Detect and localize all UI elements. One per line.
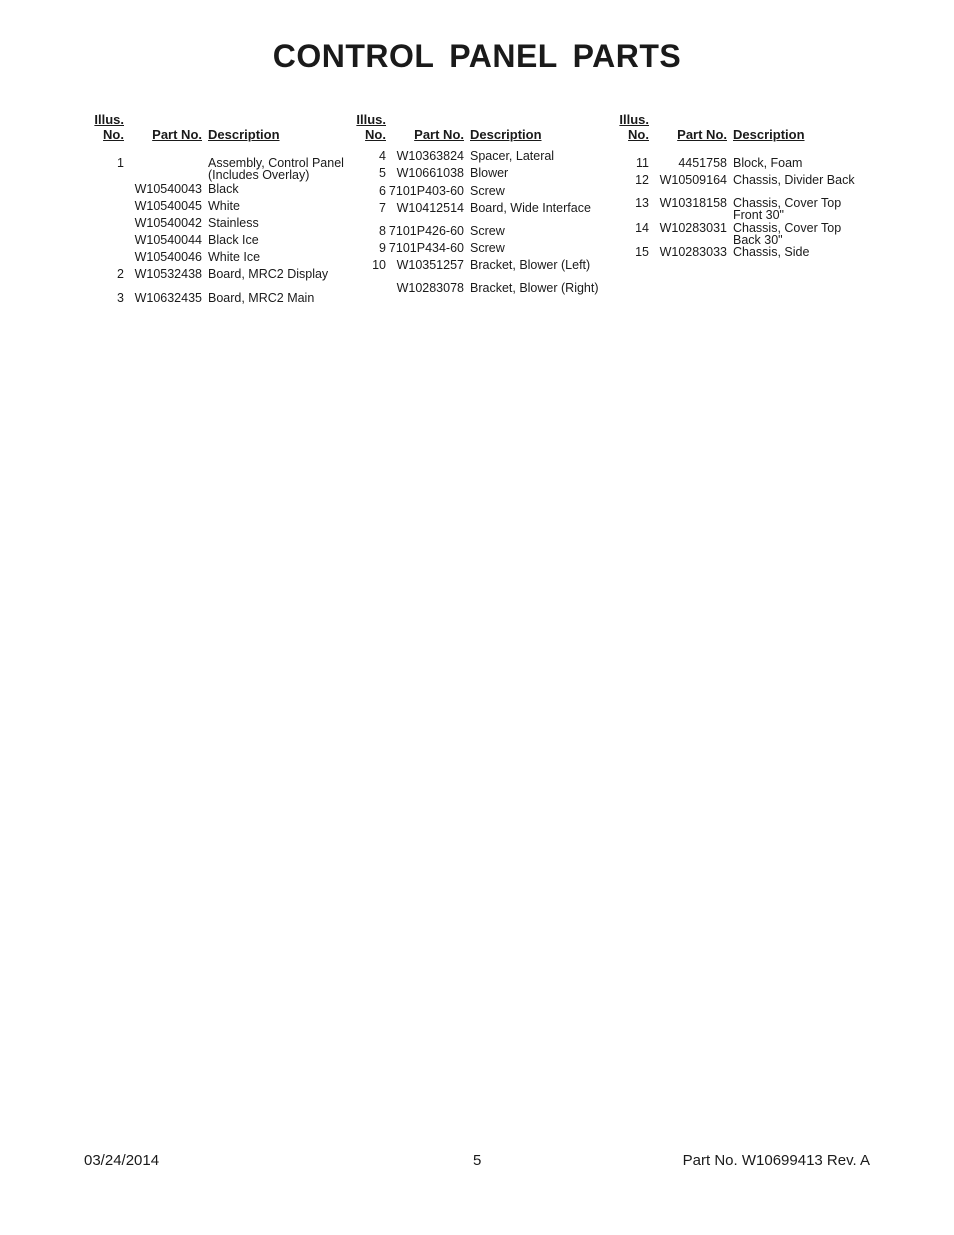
part-number: W10540046 bbox=[134, 250, 202, 264]
illus-header: Illus. bbox=[619, 112, 649, 127]
part-description: Bracket, Blower (Left) bbox=[470, 258, 591, 272]
part-description: Blower bbox=[470, 166, 509, 180]
footer-part-number: Part No. W10699413 Rev. A bbox=[682, 1152, 870, 1169]
part-number: W10540042 bbox=[134, 216, 202, 230]
part-description: Chassis, Cover Top bbox=[733, 196, 842, 210]
part-description: Bracket, Blower (Right) bbox=[470, 281, 599, 295]
page-title: CONTROL PANEL PARTS bbox=[272, 38, 682, 74]
part-description: Board, MRC2 Display bbox=[208, 267, 329, 281]
part-number: W10532438 bbox=[134, 267, 202, 281]
illus-number: 15 bbox=[635, 245, 649, 259]
illus-number: 2 bbox=[117, 267, 124, 281]
part-number: W10632435 bbox=[134, 291, 202, 305]
part-number: W10363824 bbox=[396, 149, 464, 163]
illus-number: 10 bbox=[372, 258, 386, 272]
footer-date: 03/24/2014 bbox=[84, 1152, 160, 1169]
part-number: W10283078 bbox=[396, 281, 464, 295]
part-description: White bbox=[208, 199, 240, 213]
part-number: 7101P426-60 bbox=[388, 224, 464, 238]
part-description: Chassis, Divider Back bbox=[733, 173, 855, 187]
illus-header: Illus. bbox=[94, 112, 124, 127]
part-number: W10318158 bbox=[659, 196, 727, 210]
illus-number: 6 bbox=[379, 184, 386, 198]
description-header: Description bbox=[733, 127, 805, 142]
illus-number: 7 bbox=[379, 201, 386, 215]
illus-number: 4 bbox=[379, 149, 386, 163]
part-number: W10661038 bbox=[396, 166, 464, 180]
part-description: Assembly, Control Panel bbox=[208, 156, 344, 170]
part-number: W10283031 bbox=[659, 221, 727, 235]
illus-header: Illus. bbox=[356, 112, 386, 127]
part-number: W10351257 bbox=[396, 258, 464, 272]
illus-no-header: No. bbox=[628, 127, 649, 142]
part-description: Stainless bbox=[208, 216, 259, 230]
part-description-continued: Back 30" bbox=[733, 233, 783, 247]
part-description-continued: (Includes Overlay) bbox=[208, 168, 310, 182]
part-description: Chassis, Cover Top bbox=[733, 221, 842, 235]
part-number: 7101P434-60 bbox=[388, 241, 464, 255]
part-description: Spacer, Lateral bbox=[470, 149, 555, 163]
illus-number: 12 bbox=[635, 173, 649, 187]
part-description: Black bbox=[208, 182, 239, 196]
part-number: 7101P403-60 bbox=[388, 184, 464, 198]
part-description: Screw bbox=[470, 224, 505, 238]
part-number: W10540044 bbox=[134, 233, 202, 247]
part-no-header: Part No. bbox=[677, 127, 727, 142]
part-description-continued: Front 30" bbox=[733, 208, 784, 222]
illus-number: 3 bbox=[117, 291, 124, 305]
description-header: Description bbox=[208, 127, 280, 142]
illus-no-header: No. bbox=[365, 127, 386, 142]
part-number: W10509164 bbox=[659, 173, 727, 187]
part-description: Block, Foam bbox=[733, 156, 803, 170]
part-description: Black Ice bbox=[208, 233, 259, 247]
part-no-header: Part No. bbox=[152, 127, 202, 142]
illus-number: 11 bbox=[636, 156, 649, 170]
part-description: White Ice bbox=[208, 250, 261, 264]
part-number: W10412514 bbox=[396, 201, 464, 215]
part-number: W10283033 bbox=[659, 245, 727, 259]
footer-page-number: 5 bbox=[473, 1152, 482, 1169]
illus-no-header: No. bbox=[103, 127, 124, 142]
description-header: Description bbox=[470, 127, 542, 142]
part-number: W10540043 bbox=[134, 182, 202, 196]
illus-number: 9 bbox=[379, 241, 386, 255]
part-description: Board, MRC2 Main bbox=[208, 291, 315, 305]
illus-number: 5 bbox=[379, 166, 386, 180]
part-description: Screw bbox=[470, 241, 505, 255]
illus-number: 13 bbox=[635, 196, 649, 210]
illus-number: 14 bbox=[635, 221, 649, 235]
part-no-header: Part No. bbox=[414, 127, 464, 142]
illus-number: 1 bbox=[117, 156, 124, 170]
part-number: W10540045 bbox=[134, 199, 202, 213]
part-description: Chassis, Side bbox=[733, 245, 810, 259]
part-description: Screw bbox=[470, 184, 505, 198]
part-description: Board, Wide Interface bbox=[470, 201, 591, 215]
illus-number: 8 bbox=[379, 224, 386, 238]
part-number: 4451758 bbox=[678, 156, 727, 170]
